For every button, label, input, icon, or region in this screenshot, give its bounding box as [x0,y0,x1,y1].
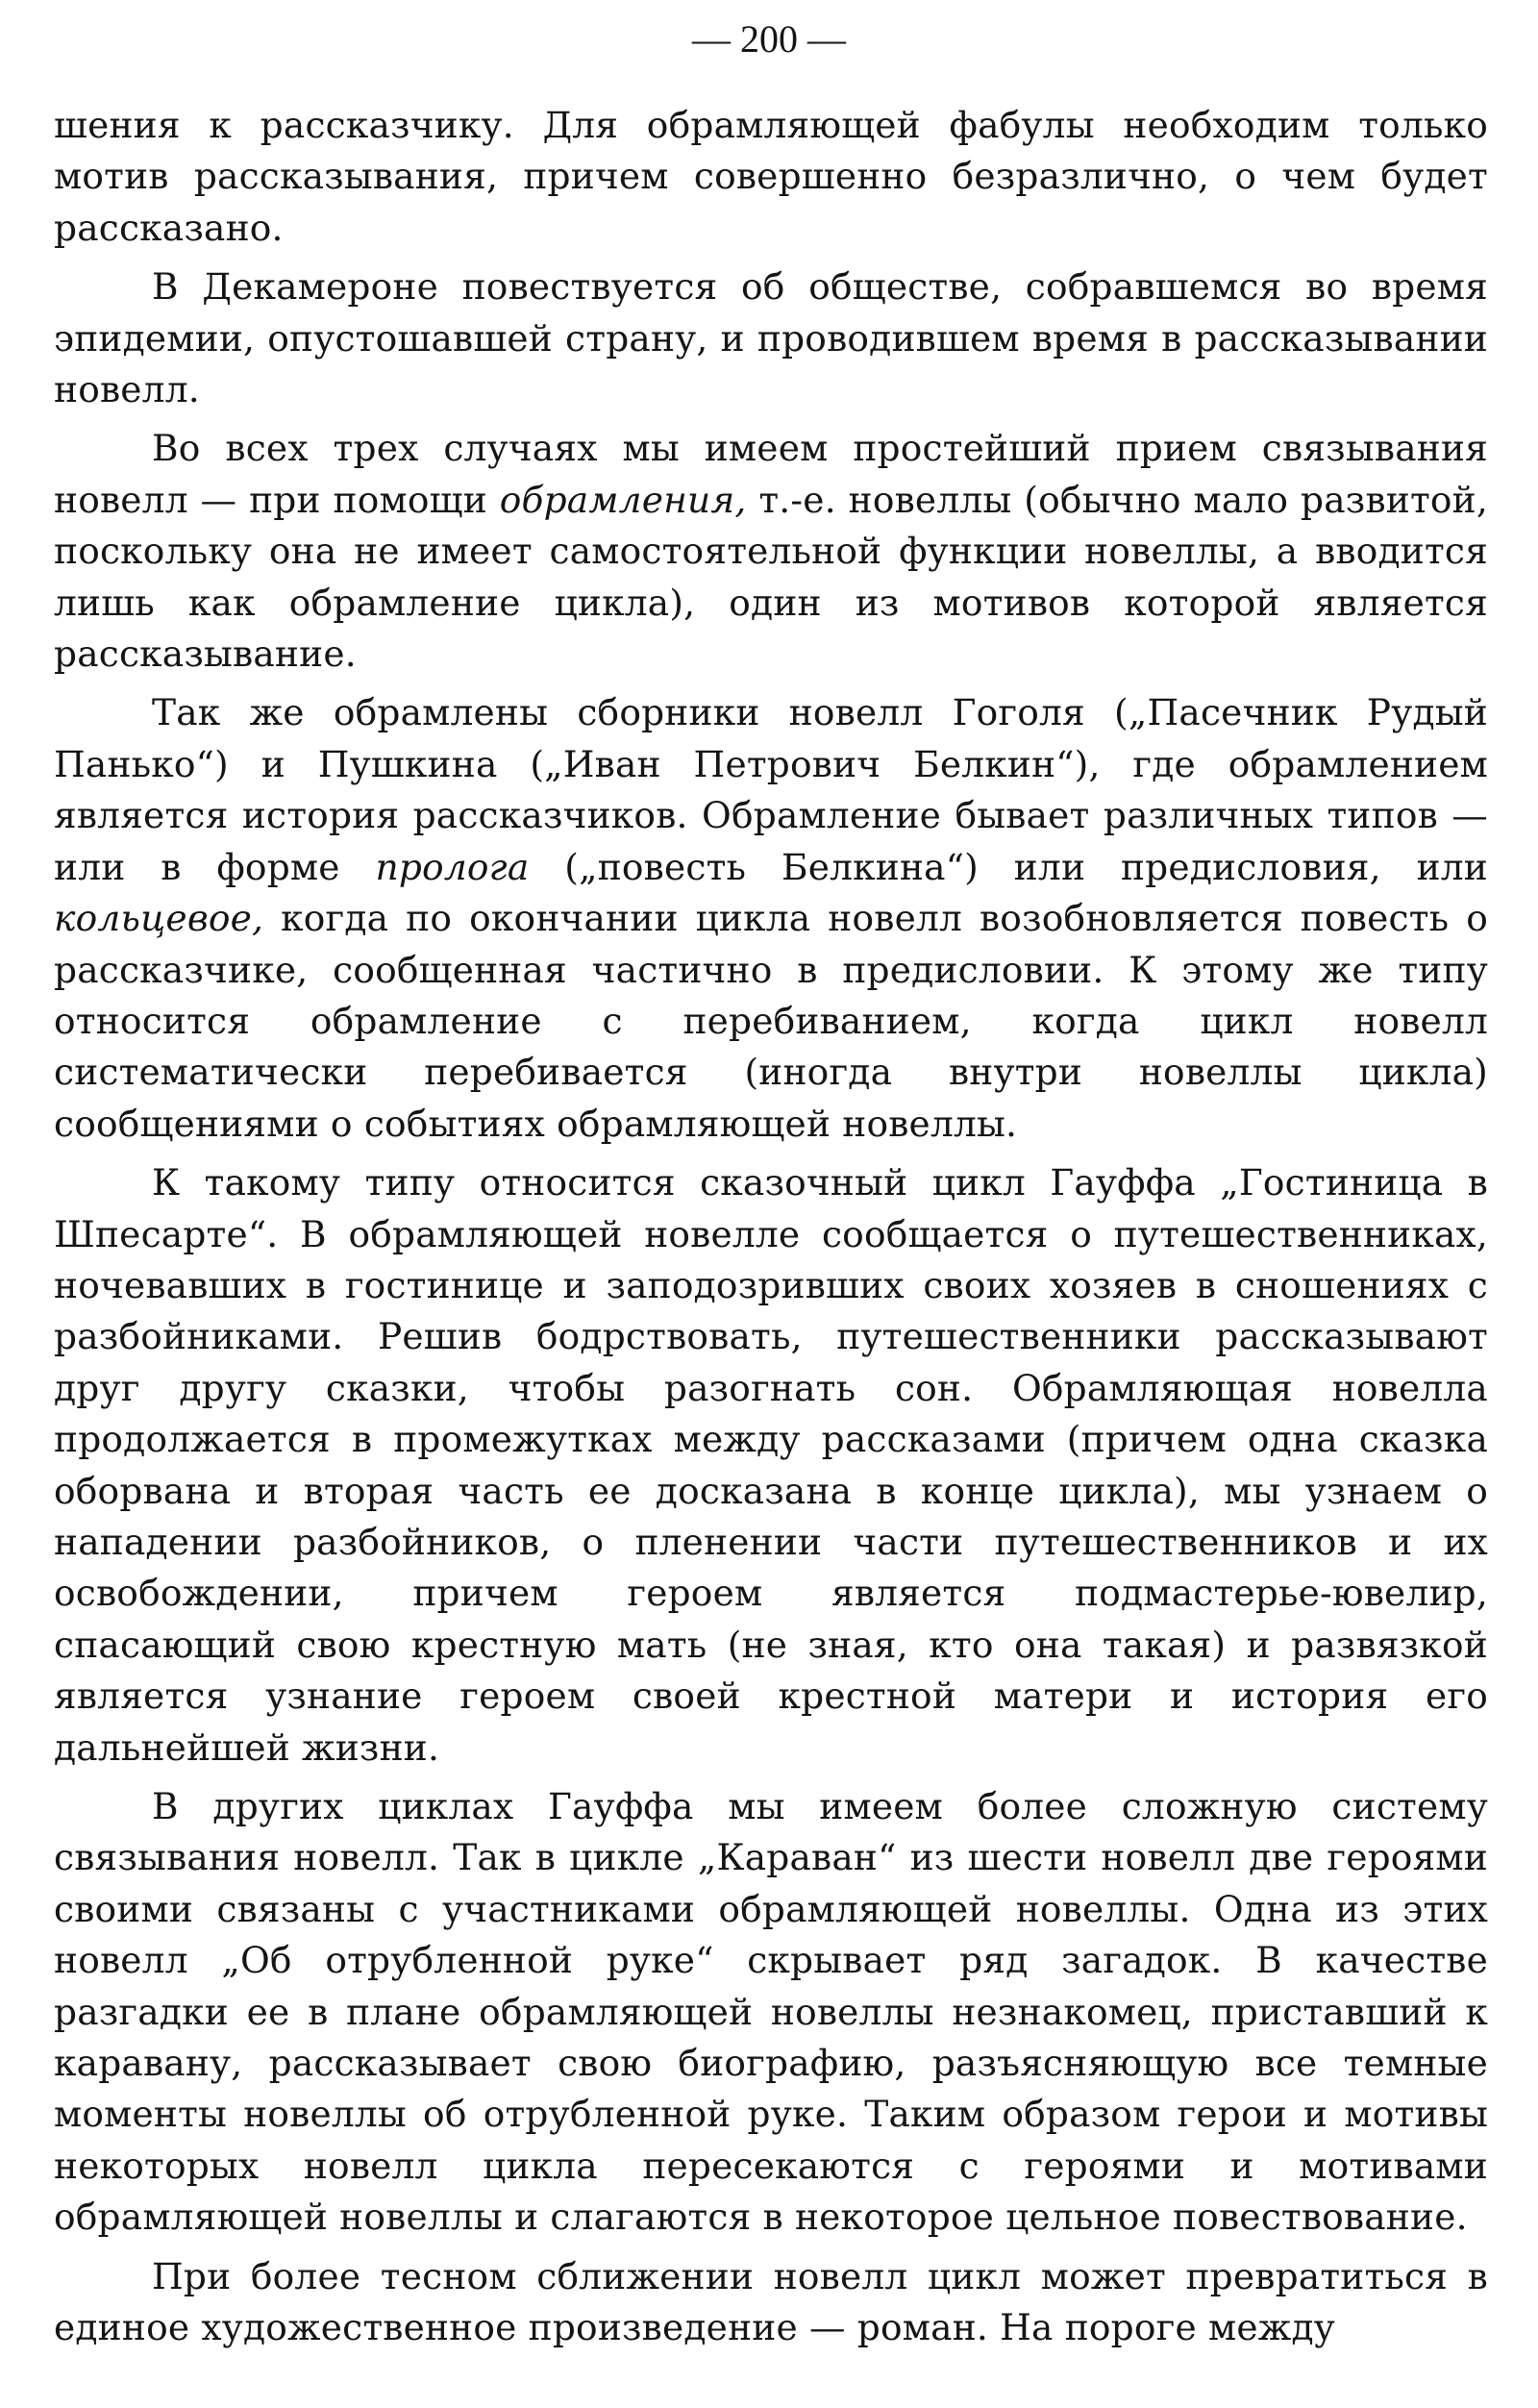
paragraph [54,2251,1488,2354]
italic-term: пролога [375,845,530,888]
body-text [54,100,1488,2361]
paragraph [54,1781,1488,2244]
text-run: К такому типу относится сказочный цикл Гауффа „Гостиница в Шпесарте“. В обрамляющей новелле сообщается о путешественниках, ночевавших в гостинице и заподозривших своих хозяев в сношениях с разбойниками. Решив бодрствовать, путешественники рассказывают друг другу сказки, чтобы разогнать сон. Обрамляющая новелла продолжается в промежутках между рассказами (причем одна сказка оборвана и вторая часть ее досказана в конце цикла), мы узнаем о нападении разбойников, о пленении части путешественников и их освобождении, причем героем является подмастерье-ювелир, спасающий свою крестную мать (не зная, кто она такая) и развязкой является узнание героем своей крестной матери и история его дальнейшей жизни. [54,1161,1488,1769]
text-run: т.-е. новеллы (обычно мало развитой, поскольку она не имеет самостоятельной функции новеллы, а вводится лишь как обрамление цикла), один из мотивов которой является рассказывание. [54,478,1488,676]
italic-term: обрамления, [499,478,747,521]
paragraph [54,423,1488,680]
text-run: („повесть Белкина“) или предисловия, или [529,845,1488,888]
paragraph [54,1157,1488,1774]
text-run: В других циклах Гауффа мы имеем более сложную систему связывания новелл. Так в цикле „Караван“ из шести новелл две героями своими связаны с участниками обрамляющей новеллы. Одна из этих новелл „Об отрубленной руке“ скрывает ряд загадок. В качестве разгадки ее в плане обрамляющей новеллы незнакомец, приставший к каравану, рассказывает свою биографию, разъясняющую все темные моменты новеллы об отрубленной руке. Таким образом герои и мотивы некоторых новелл цикла пересекаются с героями и мотивами обрамляющей новеллы и слагаются в некоторое цельное повествование. [54,1785,1488,2239]
text-run: когда по окончании цикла новелл возобновляется повесть о рассказчике, сообщенная частично в предисловии. К этому же типу относится обрамление с перебиванием, когда цикл новелл систематически перебивается (иногда внутри новеллы цикла) сообщениями о событиях обрамляющей новеллы. [54,897,1488,1145]
text-run: шения к рассказчику. Для обрамляющей фабулы необходим только мотив рассказывания, причем совершенно безразлично, о чем будет рассказано. [54,104,1488,249]
italic-term: кольцевое, [54,897,264,940]
paragraph [54,687,1488,1150]
text-run: В Декамероне повествуется об обществе, собравшемся во время эпидемии, опустошавшей страну, и проводившем время в рассказывании новелл. [54,265,1488,411]
page-number: — 200 — [692,17,846,61]
text-run: Так же обрамлены сборники новелл Гоголя („Пасечник Рудый Панько“) и Пушкина („Иван Петрович Белкин“), где обрамлением является история рассказчиков. Обрамление бывает различных типов — или в форме [54,691,1488,888]
text-run: При более тесном сближении новелл цикл может превратиться в единое художественное произведение — роман. На пороге между [54,2254,1488,2349]
paragraph [54,100,1488,254]
paragraph [54,261,1488,415]
text-run: Во всех трех случаях мы имеем простейший прием связывания новелл — при помощи [54,427,1488,521]
